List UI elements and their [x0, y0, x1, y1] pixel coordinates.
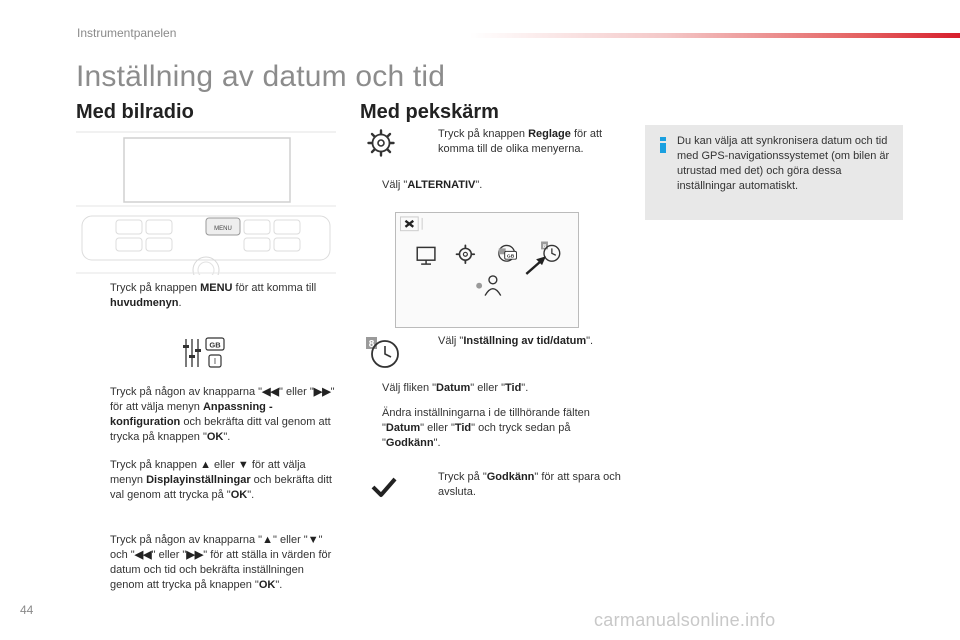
checkmark-icon: [370, 475, 398, 499]
radio-menu-button-label: MENU: [214, 226, 232, 232]
car-radio-illustration: [76, 130, 336, 275]
heading-car-radio: Med bilradio: [76, 101, 194, 123]
step-radio-display-settings: Tryck på knappen ▲ eller ▼ för att välja menyn Displayinställningar och bekräfta ditt val genom att trycka på "OK".: [110, 459, 332, 501]
info-box: [645, 125, 903, 220]
monitor-icon: [417, 247, 435, 264]
page-number: 44: [20, 603, 34, 617]
step-radio-select-configuration: Tryck på någon av knapparna "◀◀" eller "▶▶" för att välja menyn Anpassning - konfiguration och bekräfta ditt val genom att trycka på knappen "OK".: [110, 386, 335, 443]
clock-icon: [364, 335, 402, 371]
section-label: Instrumentpanelen: [77, 26, 177, 40]
language-settings-icon: [180, 335, 226, 371]
touchscreen-options-illustration: [395, 212, 579, 328]
step-touch-reglage: Tryck på knappen Reglage för att komma till de olika menyerna.: [438, 128, 603, 155]
svg-text:GB: GB: [209, 340, 221, 350]
user-help-icon: [476, 276, 501, 296]
close-icon: [405, 221, 413, 227]
heading-touchscreen: Med pekskärm: [360, 101, 499, 123]
gear-icon: [457, 245, 475, 263]
step-touch-time-date: Välj "Inställning av tid/datum".: [438, 335, 594, 347]
language-icon: [499, 245, 517, 261]
step-radio-menu: Tryck på knappen MENU för att komma till huvudmenyn.: [110, 282, 317, 309]
info-icon: [656, 137, 670, 153]
step-radio-set-values: Tryck på någon av knapparna "▲" eller "▼" och "◀◀" eller "▶▶" för att ställa in värden för datum och tid och bekräfta inställningen genom att trycka på knappen "OK".: [110, 534, 332, 591]
svg-text:8: 8: [368, 339, 375, 350]
svg-text:8: 8: [542, 243, 547, 250]
step-touch-change-settings: Ändra inställningarna i de tillhörande fälten "Datum" eller "Tid" och tryck sedan på "Godkänn".: [382, 407, 590, 449]
header-accent-line: [470, 33, 960, 38]
step-touch-confirm: Tryck på "Godkänn" för att spara och avsluta.: [438, 471, 621, 498]
svg-text:I: I: [213, 357, 217, 366]
pointer-arrow-icon: [526, 256, 546, 274]
info-text: Du kan välja att synkronisera datum och tid med GPS-navigationssystemet (om bilen är utrustad med det) och göra dessa inställningar automatiskt.: [677, 135, 890, 192]
footer-watermark: carmanualsonline.info: [594, 610, 776, 630]
step-touch-select-tab: Välj fliken "Datum" eller "Tid".: [382, 382, 529, 394]
svg-text:GB: GB: [506, 254, 515, 260]
step-touch-alternativ: Välj "ALTERNATIV".: [382, 179, 483, 191]
page-title: Inställning av datum och tid: [76, 60, 446, 93]
gear-icon: [366, 128, 396, 158]
